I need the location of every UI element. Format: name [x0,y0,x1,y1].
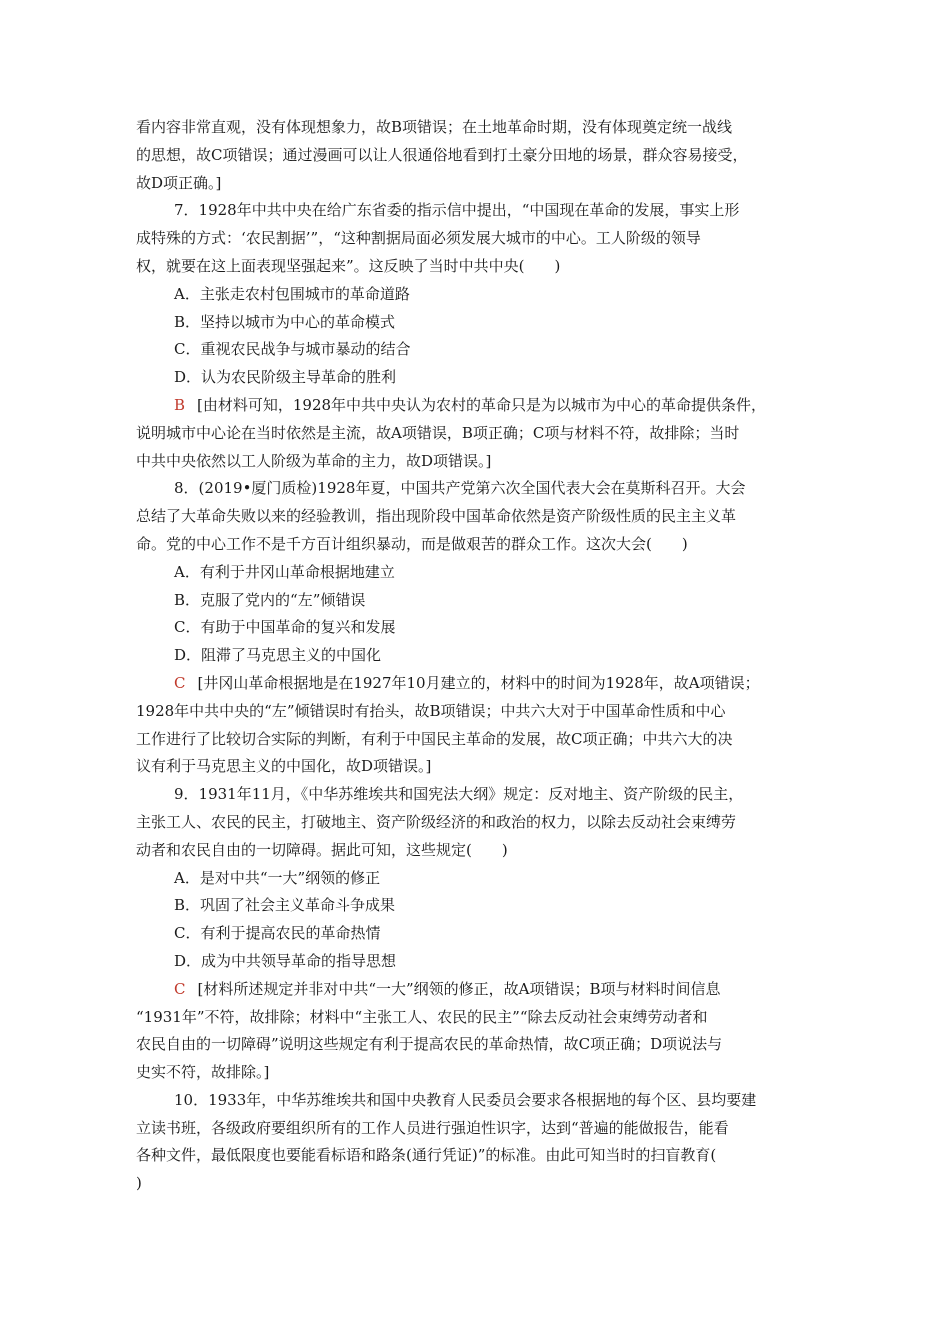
question-stem-line: 7．1928年中共中央在给广东省委的指示信中提出，“中国现在革命的发展，事实上形 [174,201,740,220]
answer-text: [材料所述规定并非对中共“一大”纲领的修正，故A项错误；B项与材料时间信息 [197,979,721,998]
question-8 [136,475,816,781]
option-d: D．成为中共领导革命的指导思想 [174,951,397,970]
option-b: B．巩固了社会主义革命斗争成果 [174,896,396,915]
answer-line: 农民自由的一切障碍”说明这些规定有利于提高农民的革命热情，故C项正确；D项说法与 [136,1035,723,1054]
answer-text: [由材料可知，1928年中共中央认为农村的革命只是为以城市为中心的革命提供条件， [197,395,767,414]
text-line: 故D项正确。] [136,173,222,192]
answer-line [136,976,816,1004]
option-d: D．认为农民阶级主导革命的胜利 [174,368,397,387]
question-stem-line: 各种文件，最低限度也要能看标语和路条(通行凭证)”的标准。由此可知当时的扫盲教育( [136,1146,717,1165]
question-7 [136,197,816,475]
question-stem-line: 总结了大革命失败以来的经验教训，指出现阶段中国革命依然是资产阶级性质的民主主义革 [136,507,737,526]
answer-line [136,392,816,420]
answer-text: [井冈山革命根据地是在1927年10月建立的，材料中的时间为1928年，故A项错误； [197,673,760,692]
text-line: 看内容非常直观，没有体现想象力，故B项错误；在土地革命时期，没有体现奠定统一战线 [136,118,733,136]
answer-line: 1928年中共中央的“左”倾错误时有抬头，故B项错误；中共六大对于中国革命性质和中心 [136,701,726,720]
option-a: A．有利于井冈山革命根据地建立 [174,562,395,581]
option-b: B．坚持以城市为中心的革命模式 [174,312,396,331]
question-stem-line: 动者和农民自由的一切障碍。据此可知，这些规定( ) [136,840,508,859]
answer-line [136,670,816,698]
option-c: C．重视农民战争与城市暴动的结合 [174,340,411,359]
text-line: 的思想，故C项错误；通过漫画可以让人很通俗地看到打土豪分田地的场景，群众容易接受， [136,145,748,164]
answer-line: 议有利于马克思主义的中国化，故D项错误。] [136,757,432,776]
option-a: A．是对中共“一大”纲领的修正 [174,868,381,887]
option-d: D．阻滞了马克思主义的中国化 [174,646,382,665]
answer-line: “1931年”不符，故排除；材料中“主张工人、农民的民主”“除去反动社会束缚劳动者和 [136,1007,708,1026]
question-10 [136,1087,816,1198]
answer-line: 史实不符，故排除。] [136,1063,270,1082]
intro-paragraph [136,114,816,197]
question-stem-line: 命。党的中心工作不是千方百计组织暴动，而是做艰苦的群众工作。这次大会( ) [136,534,688,553]
option-a: A．主张走农村包围城市的革命道路 [174,284,410,303]
question-stem-line: 9．1931年11月，《中华苏维埃共和国宪法大纲》规定：反对地主、资产阶级的民主， [174,785,744,804]
document-page [136,114,816,1198]
option-b: B．克服了党内的“左”倾错误 [174,590,366,609]
answer-line: 中共中央依然以工人阶级为革命的主力，故D项错误。] [136,451,492,470]
answer-letter: C [174,979,186,998]
option-c: C．有助于中国革命的复兴和发展 [174,618,396,637]
option-c: C．有利于提高农民的革命热情 [174,924,381,943]
answer-letter: B [174,395,186,414]
answer-letter: C [174,673,186,692]
question-stem-line: 立读书班，各级政府要组织所有的工作人员进行强迫性识字，达到“普遍的能做报告，能看 [136,1118,729,1137]
answer-line: 工作进行了比较切合实际的判断，有利于中国民主革命的发展，故C项正确；中共六大的决 [136,729,733,748]
question-stem-line: 权，就要在这上面表现坚强起来”。这反映了当时中共中央( ) [136,256,561,275]
question-stem-line: 10．1933年，中华苏维埃共和国中央教育人民委员会要求各根据地的每个区、县均要建 [174,1090,757,1109]
question-stem-line: ) [136,1174,142,1193]
question-9 [136,781,816,1087]
question-stem-line: 8．(2019•厦门质检)1928年夏，中国共产党第六次全国代表大会在莫斯科召开。大会 [174,479,746,498]
question-stem-line: 成特殊的方式：‘农民割据’”，“这种割据局面必须发展大城市的中心。工人阶级的领导 [136,229,701,248]
answer-line: 说明城市中心论在当时依然是主流，故A项错误，B项正确；C项与材料不符，故排除；当时 [136,423,740,442]
question-stem-line: 主张工人、农民的民主，打破地主、资产阶级经济的和政治的权力，以除去反动社会束缚劳 [136,812,737,831]
